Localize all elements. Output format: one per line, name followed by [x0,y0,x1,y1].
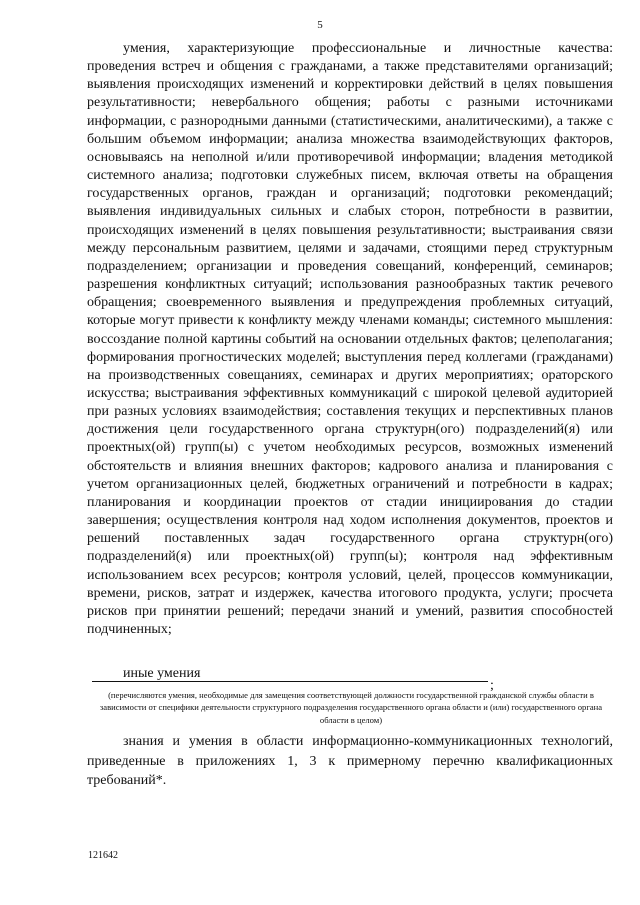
document-id: 121642 [88,850,118,861]
page-number: 5 [317,19,323,31]
other-skills-label: иные умения [123,666,201,681]
it-skills-paragraph: знания и умения в области информационно-коммуникационных технологий, приведенные в приложениях 1, 3 к примерному перечню квалификационных требований*. [87,734,613,788]
fill-in-blank-line [92,681,488,682]
blank-line-terminator: ; [490,678,494,693]
footnote-instruction: (перечисляются умения, необходимые для замещения соответствующей должности государственной гражданской службы области в зависимости от специфики деятельности структурного подразделения государственного органа области и (или) государственного органа области в целом) [99,690,603,725]
skills-paragraph: умения, характеризующие профессиональные и личностные качества: проведения встреч и общения с гражданами, а также представителями организаций; выявления происходящих изменений и корректировки действий в целях повышения результативности; невербального общения; работы с разными источниками информации, с разнородными данными (статистическими, аналитическими), а также с большим объемом информации; анализа множества взаимодействующих факторов, основываясь на неполной и/или противоречивой информации; владения методикой системного анализа; подготовки служебных писем, включая ответы на обращения государственных органов, граждан и организаций; подготовки рекомендаций; выявления индивидуальных сильных и слабых сторон, потребности в развитии, происходящих изменений в целях повышения результативности; выстраивания связи между персональным развитием, целями и задачами, стоящими перед структурным подразделением; организации и проведения совещаний, конференций, семинаров; разрешения конфликтных ситуаций; использования разнообразных тактик речевого обращения; своевременного выявления и предупреждения проблемных ситуаций, которые могут привести к конфликту между членами команды; системного мышления: воссоздание полной картины событий на основании отдельных фактов; целеполагания; формирования прогностических моделей; выступления перед коллегами (гражданами) на производственных совещаниях, семинарах и других мероприятиях; ораторского искусства; выстраивания эффективных коммуникаций с широкой целевой аудиторией при разных условиях взаимодействия; составления текущих и перспективных планов достижения цели государственного органа структурн(ого) подразделений(я) или проектных(ой) групп(ы) с учетом необходимых ресурсов, возможных изменений обстоятельств и влияния внешних факторов; кадрового анализа и планирования с учетом организационных целей, бюджетных ограничений и потребности в кадрах; планирования и координации проектов от стадии инициирования до стадии завершения; осуществления контроля над ходом исполнения документов, проектов и решений поставленных задач государственного органа структурн(ого) подразделений(я) или проектных(ой) групп(ы); контроля над эффективным использованием всех ресурсов; контроля условий, целей, процессов коммуникации, времени, рисков, затрат и издержек, качества итогового продукта, услуги; просчета рисков при принятии решений; передачи знаний и умений, развития способностей подчиненных; [87,41,613,637]
